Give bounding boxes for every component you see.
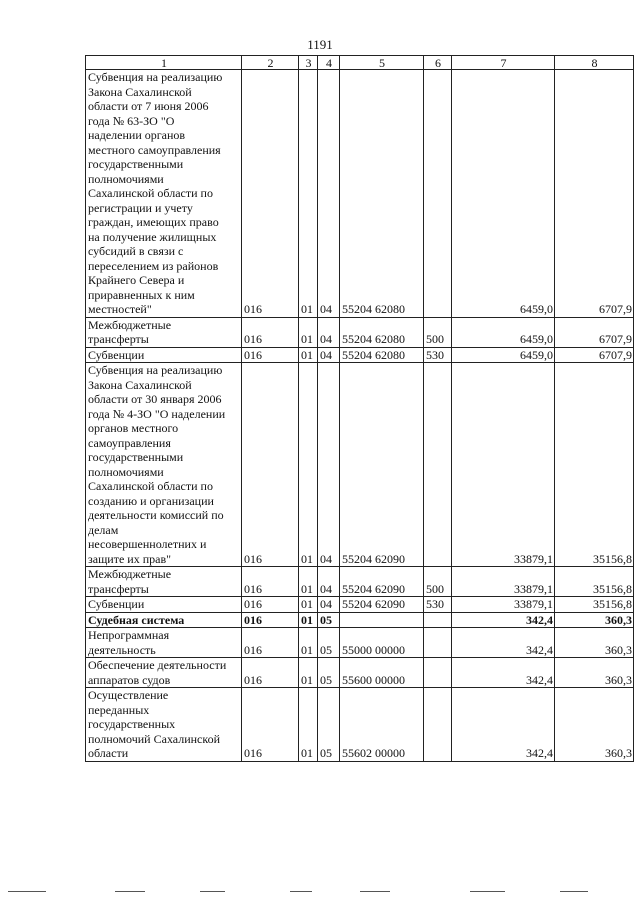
row-ministry-cell: 016 <box>242 658 299 688</box>
row-article-cell: 55204 62080 <box>340 317 424 347</box>
row-section-cell: 01 <box>299 628 318 658</box>
header-col-3: 3 <box>299 56 318 70</box>
row-section-cell: 01 <box>299 363 318 567</box>
table-row <box>86 567 634 597</box>
row-section-cell: 01 <box>299 567 318 597</box>
page-number: 1191 <box>307 37 333 52</box>
header-col-2: 2 <box>242 56 299 70</box>
table-row <box>86 347 634 363</box>
row-expense-type-cell: 500 <box>424 567 452 597</box>
row-year1-amount-cell: 33879,1 <box>452 363 555 567</box>
row-year2-amount-cell: 6707,9 <box>555 317 634 347</box>
row-year1-amount-cell: 342,4 <box>452 628 555 658</box>
row-article-cell: 55204 62090 <box>340 567 424 597</box>
row-subsection-cell: 04 <box>318 597 340 613</box>
row-expense-type-cell <box>424 688 452 762</box>
row-article-cell: 55000 00000 <box>340 628 424 658</box>
row-year1-amount-cell: 33879,1 <box>452 597 555 613</box>
row-year1-amount-cell: 342,4 <box>452 658 555 688</box>
row-year1-amount-cell: 33879,1 <box>452 567 555 597</box>
row-year1-amount-cell: 6459,0 <box>452 317 555 347</box>
row-article-cell: 55204 62090 <box>340 597 424 613</box>
row-article-cell: 55204 62080 <box>340 347 424 363</box>
row-ministry-cell: 016 <box>242 347 299 363</box>
row-expense-type-cell <box>424 658 452 688</box>
row-name-cell: Субвенции <box>86 347 242 363</box>
header-col-5: 5 <box>340 56 424 70</box>
row-section-cell: 01 <box>299 612 318 628</box>
row-expense-type-cell: 530 <box>424 347 452 363</box>
table-row <box>86 658 634 688</box>
row-name-cell: Судебная система <box>86 612 242 628</box>
row-subsection-cell: 04 <box>318 70 340 318</box>
row-ministry-cell: 016 <box>242 317 299 347</box>
row-article-cell: 55204 62090 <box>340 363 424 567</box>
budget-table <box>85 55 634 762</box>
header-col-6: 6 <box>424 56 452 70</box>
row-name-cell: Межбюджетные трансферты <box>86 317 242 347</box>
row-expense-type-cell <box>424 628 452 658</box>
row-name-cell: Субвенция на реализацию Закона Сахалинской области от 30 января 2006 года № 4-ЗО "О наделении органов местного самоуправления государственными полномочиями Сахалинской области по созданию и организации деятельности комиссий по делам несовершеннолетних и защите их прав" <box>86 363 242 567</box>
row-subsection-cell: 04 <box>318 347 340 363</box>
row-name-cell: Межбюджетные трансферты <box>86 567 242 597</box>
row-section-cell: 01 <box>299 658 318 688</box>
row-subsection-cell: 04 <box>318 317 340 347</box>
row-expense-type-cell <box>424 70 452 318</box>
row-section-cell: 01 <box>299 70 318 318</box>
table-row <box>86 317 634 347</box>
header-col-4: 4 <box>318 56 340 70</box>
row-name-cell: Обеспечение деятельности аппаратов судов <box>86 658 242 688</box>
row-ministry-cell: 016 <box>242 628 299 658</box>
row-ministry-cell: 016 <box>242 363 299 567</box>
row-year2-amount-cell: 360,3 <box>555 612 634 628</box>
table-row <box>86 363 634 567</box>
row-section-cell: 01 <box>299 688 318 762</box>
row-name-cell: Субвенция на реализацию Закона Сахалинской области от 7 июня 2006 года № 63-ЗО "О наделении органов местного самоуправления государственными полномочиями Сахалинской области по регистрации и учету граждан, имеющих право на получение жилищных субсидий в связи с переселением из районов Крайнего Севера и приравненных к ним местностей" <box>86 70 242 318</box>
row-section-cell: 01 <box>299 317 318 347</box>
table-row <box>86 628 634 658</box>
row-subsection-cell: 04 <box>318 363 340 567</box>
table-row <box>86 612 634 628</box>
table-row <box>86 70 634 318</box>
row-name-cell: Осуществление переданных государственных полномочий Сахалинской области <box>86 688 242 762</box>
row-year2-amount-cell: 35156,8 <box>555 597 634 613</box>
row-year2-amount-cell: 6707,9 <box>555 70 634 318</box>
row-subsection-cell: 05 <box>318 628 340 658</box>
row-article-cell: 55600 00000 <box>340 658 424 688</box>
header-col-7: 7 <box>452 56 555 70</box>
row-year2-amount-cell: 360,3 <box>555 658 634 688</box>
row-article-cell <box>340 612 424 628</box>
row-year1-amount-cell: 6459,0 <box>452 347 555 363</box>
row-expense-type-cell: 500 <box>424 317 452 347</box>
row-subsection-cell: 04 <box>318 567 340 597</box>
row-year2-amount-cell: 35156,8 <box>555 363 634 567</box>
table-header-row <box>86 56 634 70</box>
row-name-cell: Непрограммная деятельность <box>86 628 242 658</box>
row-year1-amount-cell: 6459,0 <box>452 70 555 318</box>
row-year2-amount-cell: 360,3 <box>555 628 634 658</box>
row-expense-type-cell: 530 <box>424 597 452 613</box>
table-row <box>86 597 634 613</box>
row-year1-amount-cell: 342,4 <box>452 612 555 628</box>
header-col-8: 8 <box>555 56 634 70</box>
row-subsection-cell: 05 <box>318 658 340 688</box>
row-ministry-cell: 016 <box>242 70 299 318</box>
row-ministry-cell: 016 <box>242 612 299 628</box>
row-section-cell: 01 <box>299 597 318 613</box>
header-col-1: 1 <box>86 56 242 70</box>
row-year2-amount-cell: 360,3 <box>555 688 634 762</box>
row-expense-type-cell <box>424 612 452 628</box>
row-year2-amount-cell: 35156,8 <box>555 567 634 597</box>
table-row <box>86 688 634 762</box>
row-expense-type-cell <box>424 363 452 567</box>
row-article-cell: 55204 62080 <box>340 70 424 318</box>
row-subsection-cell: 05 <box>318 612 340 628</box>
row-ministry-cell: 016 <box>242 688 299 762</box>
row-year1-amount-cell: 342,4 <box>452 688 555 762</box>
row-year2-amount-cell: 6707,9 <box>555 347 634 363</box>
row-subsection-cell: 05 <box>318 688 340 762</box>
row-article-cell: 55602 00000 <box>340 688 424 762</box>
row-section-cell: 01 <box>299 347 318 363</box>
row-ministry-cell: 016 <box>242 597 299 613</box>
row-ministry-cell: 016 <box>242 567 299 597</box>
scan-artifact-marks <box>0 888 640 894</box>
row-name-cell: Субвенции <box>86 597 242 613</box>
